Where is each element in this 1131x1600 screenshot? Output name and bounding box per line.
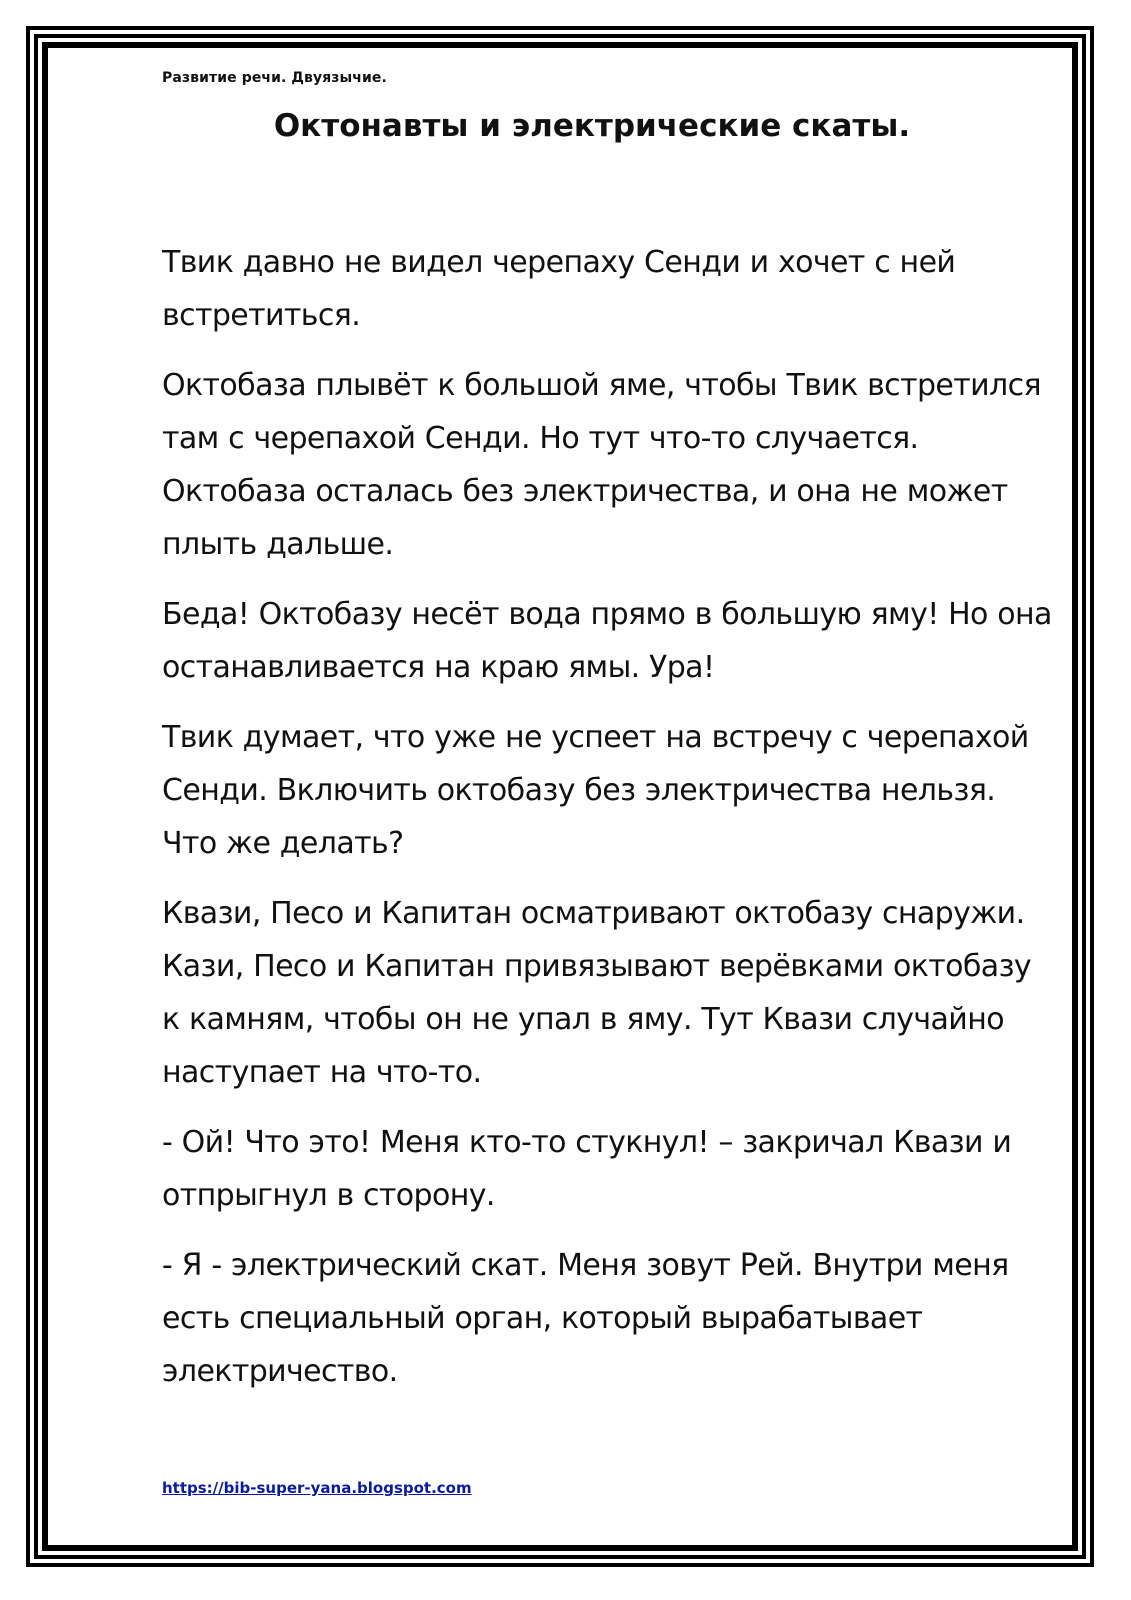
story-paragraph: Октобаза плывёт к большой яме, чтобы Твик встретился там с черепахой Сенди. Но тут что-то случается. Октобаза осталась без электричества, и она не может плыть дальше. [162, 368, 1041, 562]
story-paragraph: - Я - электрический скат. Меня зовут Рей. Внутри меня есть специальный орган, который вырабатывает электричество. [162, 1248, 1009, 1389]
story-paragraph: - Ой! Что это! Меня кто-то стукнул! – закричал Квази и отпрыгнул в сторону. [162, 1125, 1012, 1213]
story-body [162, 236, 1052, 1398]
story-paragraph: Твик давно не видел черепаху Сенди и хочет с ней встретиться. [162, 245, 956, 333]
story-paragraph: Твик думает, что уже не успеет на встречу с черепахой Сенди. Включить октобазу без электричества нельзя. Что же делать? [162, 720, 1029, 861]
blog-link[interactable]: https://bib-super-yana.blogspot.com [162, 1479, 472, 1497]
subject-label: Развитие речи. Двуязычие. [162, 70, 387, 86]
story-paragraph: Квази, Песо и Капитан осматривают октобазу снаружи. Кази, Песо и Капитан привязывают верёвками октобазу к камням, чтобы он не упал в яму. Тут Квази случайно наступает на что-то. [162, 896, 1032, 1090]
story-title: Октонавты и электрические скаты. [273, 108, 911, 144]
page-content [162, 64, 1052, 1415]
story-paragraph: Беда! Октобазу несёт вода прямо в большую яму! Но она останавливается на краю ямы. Ура! [162, 597, 1052, 685]
